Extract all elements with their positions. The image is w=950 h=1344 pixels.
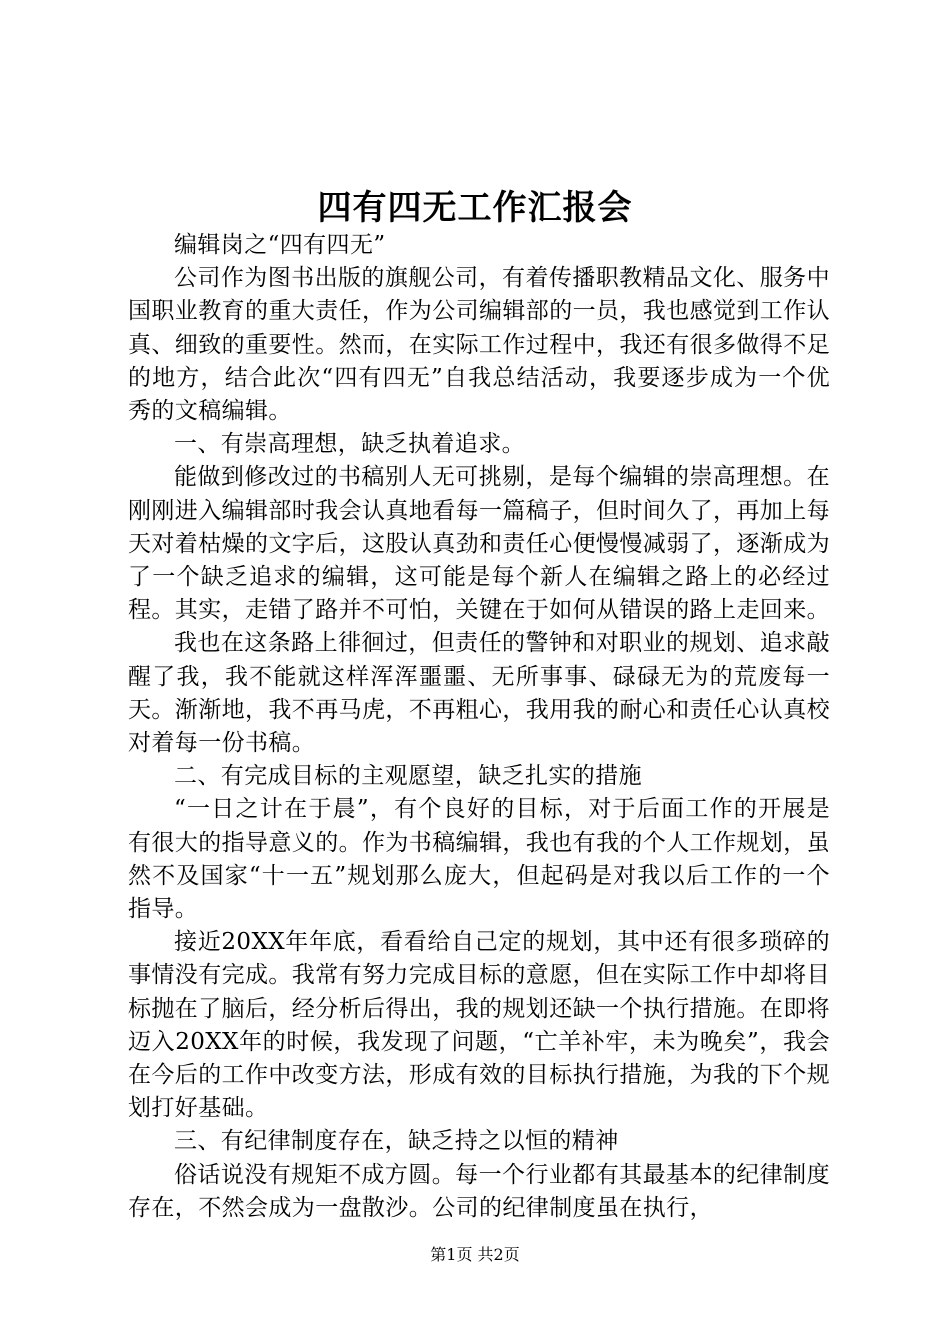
paragraph-intro: 公司作为图书出版的旗舰公司，有着传播职教精品文化、服务中国职业教育的重大责任，作为公司编辑部的一员，我也感觉到工作认真、细致的重要性。然而，在实际工作过程中，我还有很多做得不足的地方，结合此次“四有四无”自我总结活动，我要逐步成为一个优秀的文稿编辑。 xyxy=(128,265,830,425)
paragraph: 俗话说没有规矩不成方圆。每一个行业都有其最基本的纪律制度存在，不然会成为一盘散沙。公司的纪律制度虽在执行， xyxy=(128,1161,830,1221)
paragraph-subtitle: 编辑岗之“四有四无” xyxy=(174,232,386,258)
document-body xyxy=(128,229,830,1225)
paragraph: 能做到修改过的书稿别人无可挑剔，是每个编辑的崇高理想。在刚刚进入编辑部时我会认真地看每一篇稿子，但时间久了，再加上每天对着枯燥的文字后，这股认真劲和责任心便慢慢减弱了，逐渐成为了一个缺乏追求的编辑，这可能是每个新人在编辑之路上的必经过程。其实，走错了路并不可怕，关键在于如何从错误的路上走回来。 xyxy=(128,464,830,624)
paragraph: “一日之计在于晨”，有个良好的目标，对于后面工作的开展是有很大的指导意义的。作为书稿编辑，我也有我的个人工作规划，虽然不及国家“十一五”规划那么庞大，但起码是对我以后工作的一个指导。 xyxy=(128,796,830,923)
section-heading-1: 一、有崇高理想，缺乏执着追求。 xyxy=(174,431,525,458)
paragraph: 我也在这条路上徘徊过，但责任的警钟和对职业的规划、追求敲醒了我，我不能就这样浑浑噩噩、无所事事、碌碌无为的荒废每一天。渐渐地，我不再马虎，不再粗心，我用我的耐心和责任心认真校对着每一份书稿。 xyxy=(128,630,830,757)
document-title: 四有四无工作汇报会 xyxy=(317,188,633,228)
section-heading-2: 二、有完成目标的主观愿望，缺乏扎实的措施 xyxy=(174,763,642,790)
paragraph: 接近20XX年年底，看看给自己定的规划，其中还有很多琐碎的事情没有完成。我常有努力完成目标的意愿，但在实际工作中却将目标抛在了脑后，经分析后得出，我的规划还缺一个执行措施。在即将迈入20XX年的时候，我发现了问题，“亡羊补牢，未为晚矣”，我会在今后的工作中改变方法，形成有效的目标执行措施，为我的下个规划打好基础。 xyxy=(128,929,830,1122)
page-footer: 第1页 共2页 xyxy=(430,1245,520,1264)
section-heading-3: 三、有纪律制度存在，缺乏持之以恒的精神 xyxy=(174,1128,619,1155)
